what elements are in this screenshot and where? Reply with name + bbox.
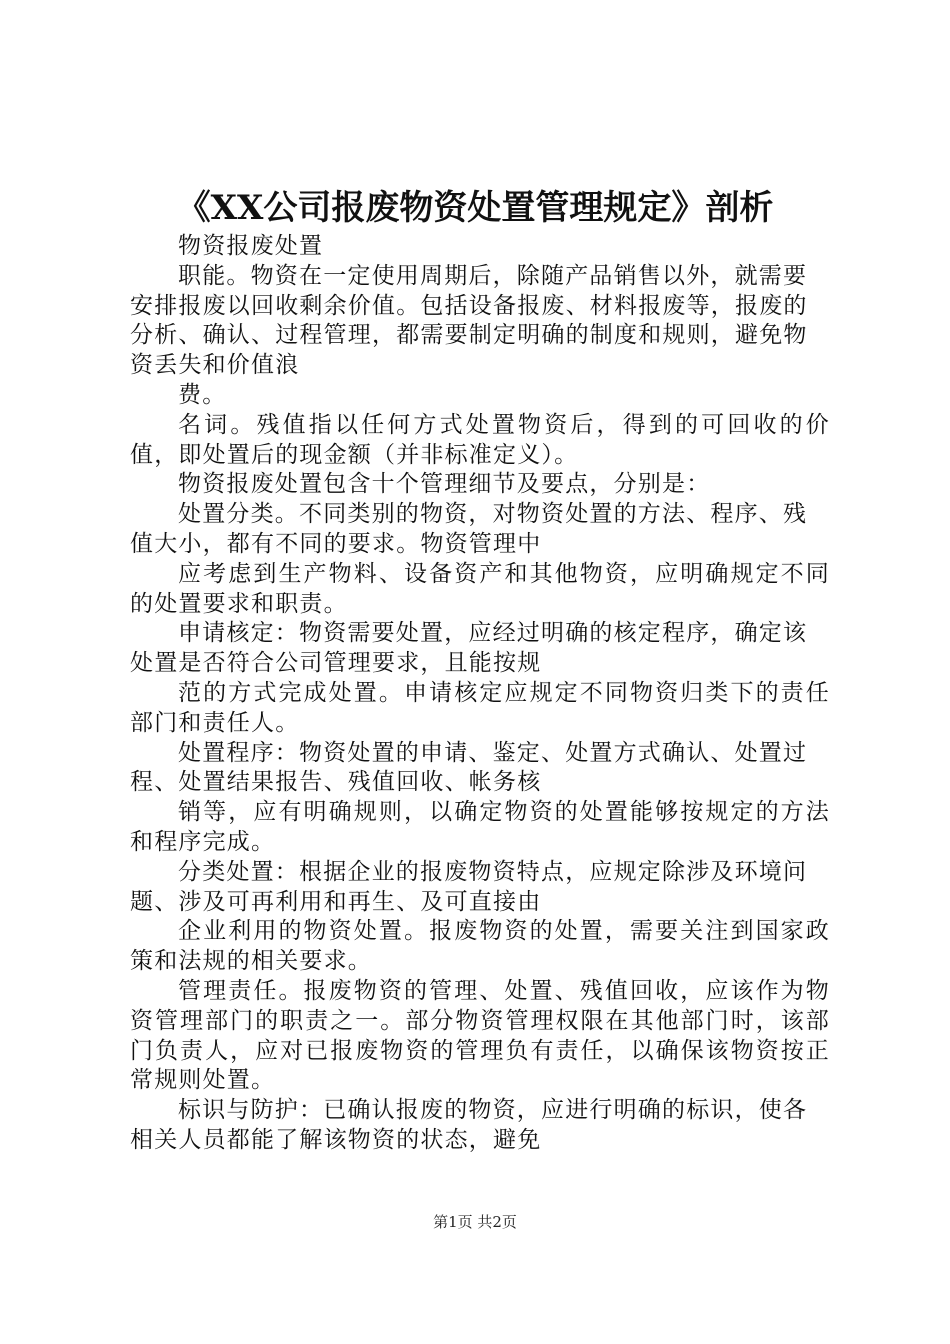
paragraph: 管理责任。报废物资的管理、处置、残值回收，应该作为物资管理部门的职责之一。部分物资管理权限在其他部门时，该部门负责人，应对已报废物资的管理负有责任，以确保该物资按正常规则处置。 bbox=[130, 977, 830, 1094]
paragraph: 标识与防护：已确认报废的物资，应进行明确的标识，使各相关人员都能了解该物资的状态，避免 bbox=[130, 1097, 808, 1153]
paragraph: 应考虑到生产物料、设备资产和其他物资，应明确规定不同的处置要求和职责。 bbox=[130, 560, 830, 617]
paragraph: 分类处置：根据企业的报废物资特点，应规定除涉及环境问题、涉及可再利用和再生、及可直接由 bbox=[130, 858, 808, 915]
paragraph: 处置分类。不同类别的物资，对物资处置的方法、程序、残值大小，都有不同的要求。物资管理中 bbox=[130, 501, 808, 557]
paragraph: 物资报废处置包含十个管理细节及要点，分别是： bbox=[178, 471, 711, 498]
paragraph: 物资报废处置 bbox=[178, 233, 324, 259]
paragraph: 范的方式完成处置。申请核定应规定不同物资归类下的责任部门和责任人。 bbox=[130, 679, 830, 736]
paragraph: 销等，应有明确规则，以确定物资的处置能够按规定的方法和程序完成。 bbox=[130, 799, 830, 855]
paragraph: 申请核定：物资需要处置，应经过明确的核定程序，确定该处置是否符合公司管理要求，且能按规 bbox=[130, 620, 808, 677]
paragraph: 企业利用的物资处置。报废物资的处置，需要关注到国家政策和法规的相关要求。 bbox=[130, 918, 830, 975]
paragraph: 名词。残值指以任何方式处置物资后，得到的可回收的价值，即处置后的现金额（并非标准定义）。 bbox=[130, 411, 830, 468]
document-body bbox=[130, 232, 830, 1156]
document-title: 《XX公司报废物资处置管理规定》剖析 bbox=[176, 188, 774, 228]
paragraph: 费。 bbox=[178, 381, 227, 408]
paragraph: 处置程序：物资处置的申请、鉴定、处置方式确认、处置过程、处置结果报告、残值回收、帐务核 bbox=[130, 739, 808, 796]
page-footer: 第1页 共2页 bbox=[433, 1213, 517, 1231]
paragraph: 职能。物资在一定使用周期后，除随产品销售以外，就需要安排报废以回收剩余价值。包括设备报废、材料报废等，报废的分析、确认、过程管理，都需要制定明确的制度和规则，避免物资丢失和价值浪 bbox=[130, 262, 808, 379]
